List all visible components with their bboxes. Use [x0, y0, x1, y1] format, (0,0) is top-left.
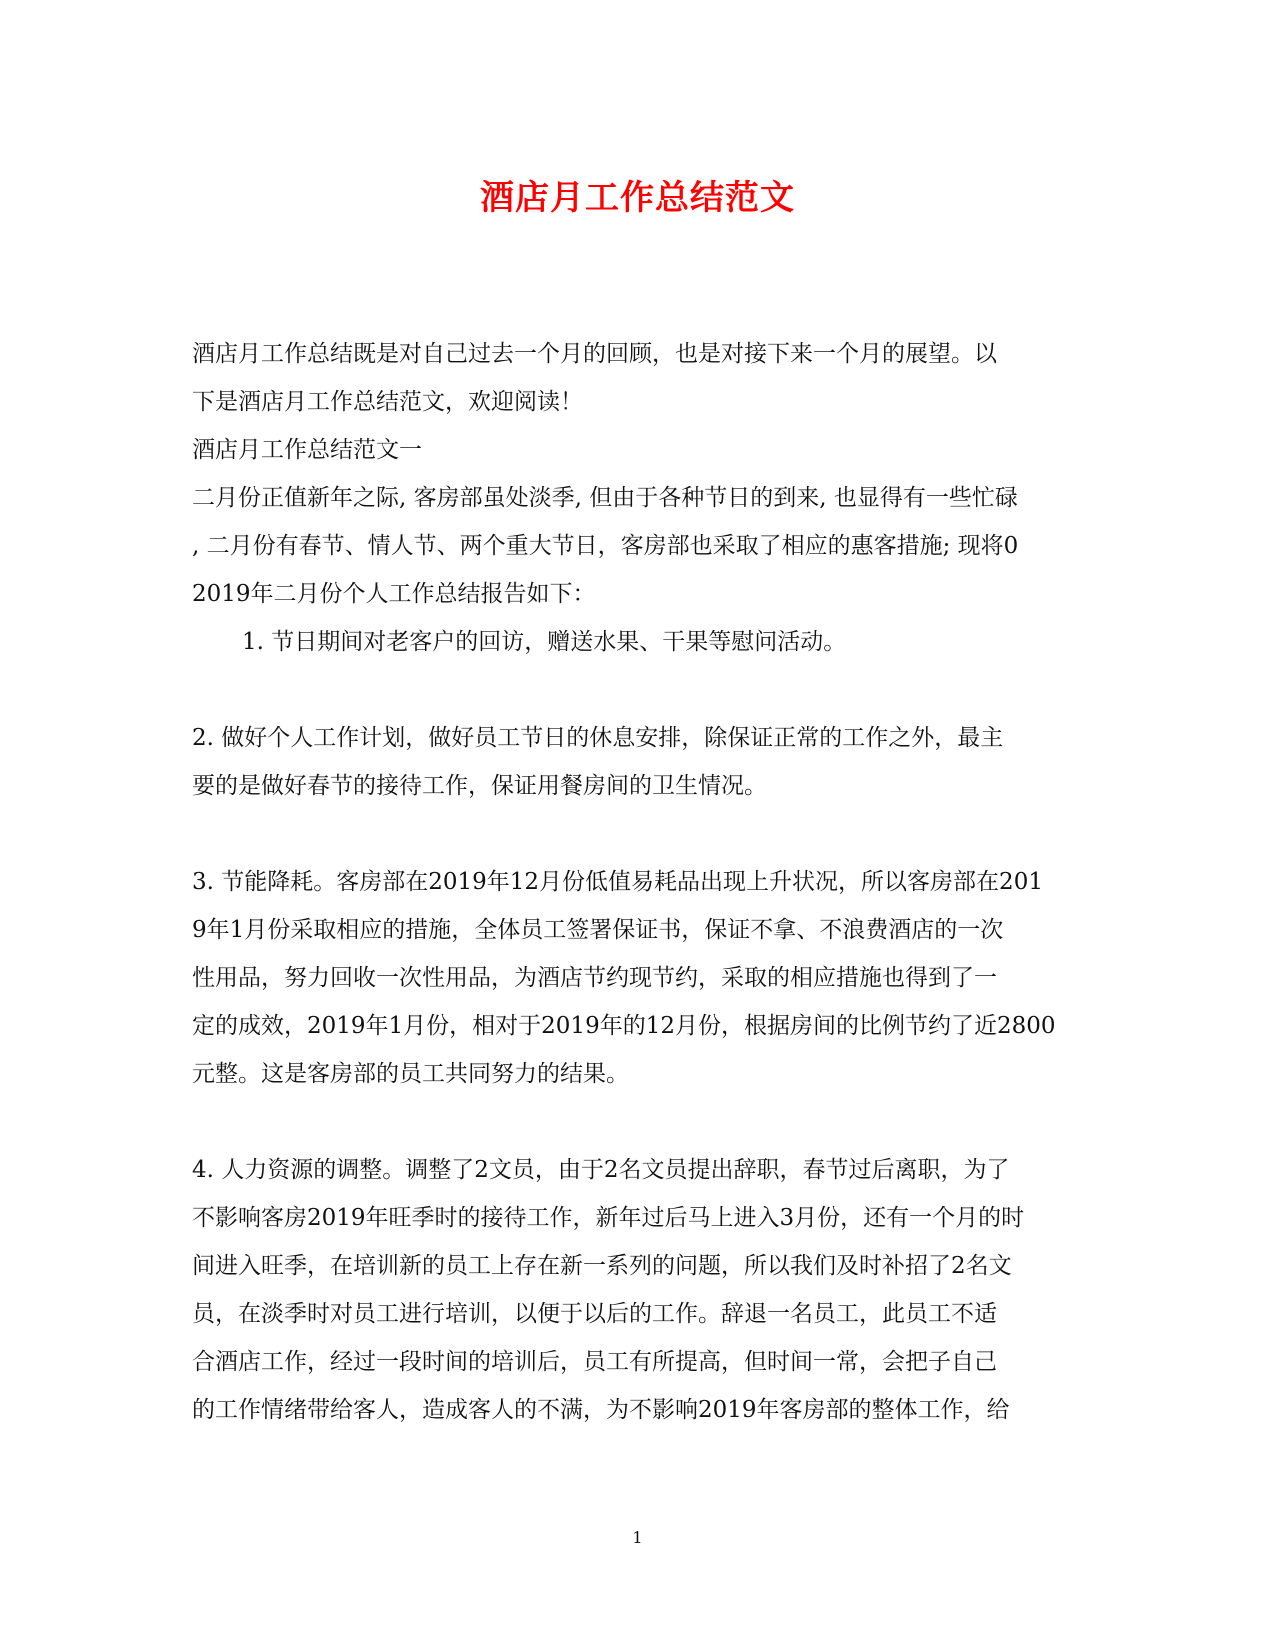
item-4-line: 间进入旺季，在培训新的员工上存在新一系列的问题，所以我们及时补招了2名文 [192, 1253, 1012, 1279]
paragraph-gap [192, 1098, 1082, 1146]
item-3-line: 性用品，努力回收一次性用品，为酒店节约现节约，采取的相应措施也得到了一 [192, 965, 997, 991]
intro-line-1: 酒店月工作总结既是对自己过去一个月的回顾，也是对接下来一个月的展望。以 [192, 341, 997, 367]
item-4-line: 员，在淡季时对员工进行培训，以便于以后的工作。辞退一名员工，此员工不适 [192, 1301, 997, 1327]
item-4-line: 4. 人力资源的调整。调整了2文员，由于2名文员提出辞职，春节过后离职，为了 [192, 1157, 1010, 1183]
document-body [192, 330, 1082, 1434]
page-number: 1 [632, 1528, 643, 1547]
item-2-line: 2. 做好个人工作计划，做好员工节日的休息安排，除保证正常的工作之外，最主 [192, 725, 1004, 751]
item-3-line: 元整。这是客房部的员工共同努力的结果。 [192, 1061, 629, 1087]
paragraph-line: 二月份正值新年之际, 客房部虽处淡季, 但由于各种节日的到来, 也显得有一些忙碌 [192, 485, 1018, 511]
item-4-line: 不影响客房2019年旺季时的接待工作，新年过后马上进入3月份，还有一个月的时 [192, 1205, 1025, 1231]
item-3-line: 3. 节能降耗。客房部在2019年12月份低值易耗品出现上升状况，所以客房部在201 [192, 869, 1043, 895]
paragraph-gap [192, 666, 1082, 714]
item-4-line: 合酒店工作，经过一段时间的培训后，员工有所提高，但时间一常，会把子自己 [192, 1349, 997, 1375]
intro-line-2: 下是酒店月工作总结范文，欢迎阅读！ [192, 389, 583, 415]
item-2-line: 要的是做好春节的接待工作，保证用餐房间的卫生情况。 [192, 773, 767, 799]
paragraph-gap [192, 810, 1082, 858]
item-3-line: 9年1月份采取相应的措施，全体员工签署保证书，保证不拿、不浪费酒店的一次 [192, 917, 1004, 943]
paragraph-line: , 二月份有春节、情人节、两个重大节日，客房部也采取了相应的惠客措施; 现将0 [192, 533, 1019, 559]
item-1-line: 1. 节日期间对老客户的回访，赠送水果、干果等慰问活动。 [242, 629, 847, 655]
section-heading: 酒店月工作总结范文一 [192, 437, 422, 463]
paragraph-line: 2019年二月份个人工作总结报告如下： [192, 581, 596, 607]
item-3-line: 定的成效，2019年1月份，相对于2019年的12月份，根据房间的比例节约了近2800 [192, 1013, 1056, 1039]
document-title: 酒店月工作总结范文 [480, 178, 795, 218]
item-4-line: 的工作情绪带给客人，造成客人的不满，为不影响2019年客房部的整体工作，给 [192, 1397, 1010, 1423]
